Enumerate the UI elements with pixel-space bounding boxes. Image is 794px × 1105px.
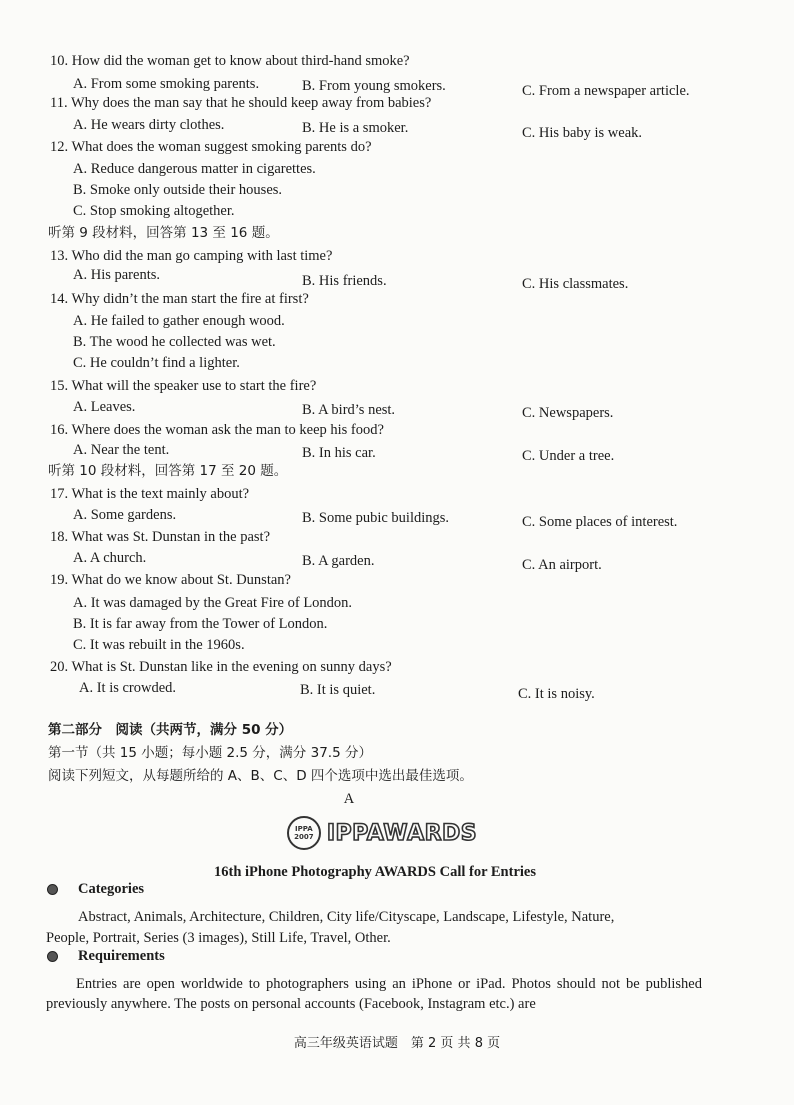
q18-option-a: A. A church. bbox=[73, 550, 147, 566]
categories-line-2: People, Portrait, Series (3 images), Still Life, Travel, Other. bbox=[46, 930, 391, 946]
categories-line-1: Abstract, Animals, Architecture, Children, City life/Cityscape, Landscape, Lifestyle, Nature, bbox=[78, 909, 615, 925]
question-20: 20. What is St. Dunstan like in the evening on sunny days? bbox=[50, 659, 392, 675]
q16-option-c: C. Under a tree. bbox=[522, 448, 615, 464]
categories-heading: Categories bbox=[78, 881, 145, 897]
part2-directions: 阅读下列短文，从每题所给的 A、B、C、D 四个选项中选出最佳选项。 bbox=[48, 768, 473, 784]
q12-option-a: A. Reduce dangerous matter in cigarettes. bbox=[73, 161, 316, 177]
question-14: 14. Why didn’t the man start the fire at first? bbox=[50, 291, 309, 307]
bullet-icon bbox=[47, 951, 58, 962]
question-19: 19. What do we know about St. Dunstan? bbox=[50, 572, 291, 588]
requirements-heading: Requirements bbox=[78, 948, 165, 964]
question-11: 11. Why does the man say that he should keep away from babies? bbox=[50, 95, 432, 111]
q15-option-b: B. A bird’s nest. bbox=[302, 402, 396, 418]
ippa-seal-icon: IPPA 2007 bbox=[287, 816, 321, 850]
q12-option-c: C. Stop smoking altogether. bbox=[73, 203, 235, 219]
q17-option-b: B. Some pubic buildings. bbox=[302, 510, 450, 526]
instruction-material-10: 听第 10 段材料，回答第 17 至 20 题。 bbox=[48, 463, 288, 479]
q10-option-b: B. From young smokers. bbox=[302, 78, 446, 94]
ippawards-headline: 16th iPhone Photography AWARDS Call for Entries bbox=[214, 864, 536, 880]
q16-option-a: A. Near the tent. bbox=[73, 442, 170, 458]
q10-option-a: A. From some smoking parents. bbox=[73, 76, 260, 92]
q20-option-c: C. It is noisy. bbox=[518, 686, 595, 702]
q19-option-c: C. It was rebuilt in the 1960s. bbox=[73, 637, 245, 653]
q17-option-c: C. Some places of interest. bbox=[522, 514, 678, 530]
q18-option-c: C. An airport. bbox=[522, 557, 602, 573]
q13-option-c: C. His classmates. bbox=[522, 276, 629, 292]
q14-option-b: B. The wood he collected was wet. bbox=[73, 334, 276, 350]
q10-option-c: C. From a newspaper article. bbox=[522, 83, 690, 99]
q11-option-a: A. He wears dirty clothes. bbox=[73, 117, 225, 133]
q14-option-c: C. He couldn’t find a lighter. bbox=[73, 355, 240, 371]
ippawards-logo bbox=[0, 816, 794, 850]
q11-option-c: C. His baby is weak. bbox=[522, 125, 643, 141]
q17-option-a: A. Some gardens. bbox=[73, 507, 177, 523]
q13-option-a: A. His parents. bbox=[73, 267, 160, 283]
q14-option-a: A. He failed to gather enough wood. bbox=[73, 313, 285, 329]
q20-option-b: B. It is quiet. bbox=[300, 682, 376, 698]
q18-option-b: B. A garden. bbox=[302, 553, 375, 569]
page-footer: 高三年级英语试题 第 2 页 共 8 页 bbox=[293, 1036, 501, 1051]
question-18: 18. What was St. Dunstan in the past? bbox=[50, 529, 271, 545]
q16-option-b: B. In his car. bbox=[302, 445, 376, 461]
question-12: 12. What does the woman suggest smoking parents do? bbox=[50, 139, 372, 155]
passage-letter: A bbox=[343, 791, 355, 807]
q15-option-a: A. Leaves. bbox=[73, 399, 136, 415]
question-17: 17. What is the text mainly about? bbox=[50, 486, 250, 502]
q12-option-b: B. Smoke only outside their houses. bbox=[73, 182, 283, 198]
instruction-material-9: 听第 9 段材料，回答第 13 至 16 题。 bbox=[48, 225, 279, 241]
bullet-icon bbox=[47, 884, 58, 895]
part2-section1: 第一节（共 15 小题；每小题 2.5 分，满分 37.5 分） bbox=[48, 745, 372, 761]
q13-option-b: B. His friends. bbox=[302, 273, 387, 289]
question-16: 16. Where does the woman ask the man to keep his food? bbox=[50, 422, 384, 438]
question-13: 13. Who did the man go camping with last time? bbox=[50, 248, 333, 264]
part2-title: 第二部分 阅读（共两节，满分 50 分） bbox=[48, 722, 293, 738]
requirements-text: Entries are open worldwide to photographers using an iPhone or iPad. Photos should not be published previously anywhere. The posts on personal accounts (Facebook, Instagram etc.) are bbox=[46, 976, 702, 1012]
q20-option-a: A. It is crowded. bbox=[79, 680, 177, 696]
q19-option-a: A. It was damaged by the Great Fire of London. bbox=[73, 595, 353, 611]
q11-option-b: B. He is a smoker. bbox=[302, 120, 409, 136]
ippawards-logo-text: IPPAWARDS bbox=[326, 820, 478, 846]
q19-option-b: B. It is far away from the Tower of London. bbox=[73, 616, 328, 632]
q15-option-c: C. Newspapers. bbox=[522, 405, 614, 421]
question-10: 10. How did the woman get to know about third-hand smoke? bbox=[50, 53, 410, 69]
question-15: 15. What will the speaker use to start the fire? bbox=[50, 378, 317, 394]
